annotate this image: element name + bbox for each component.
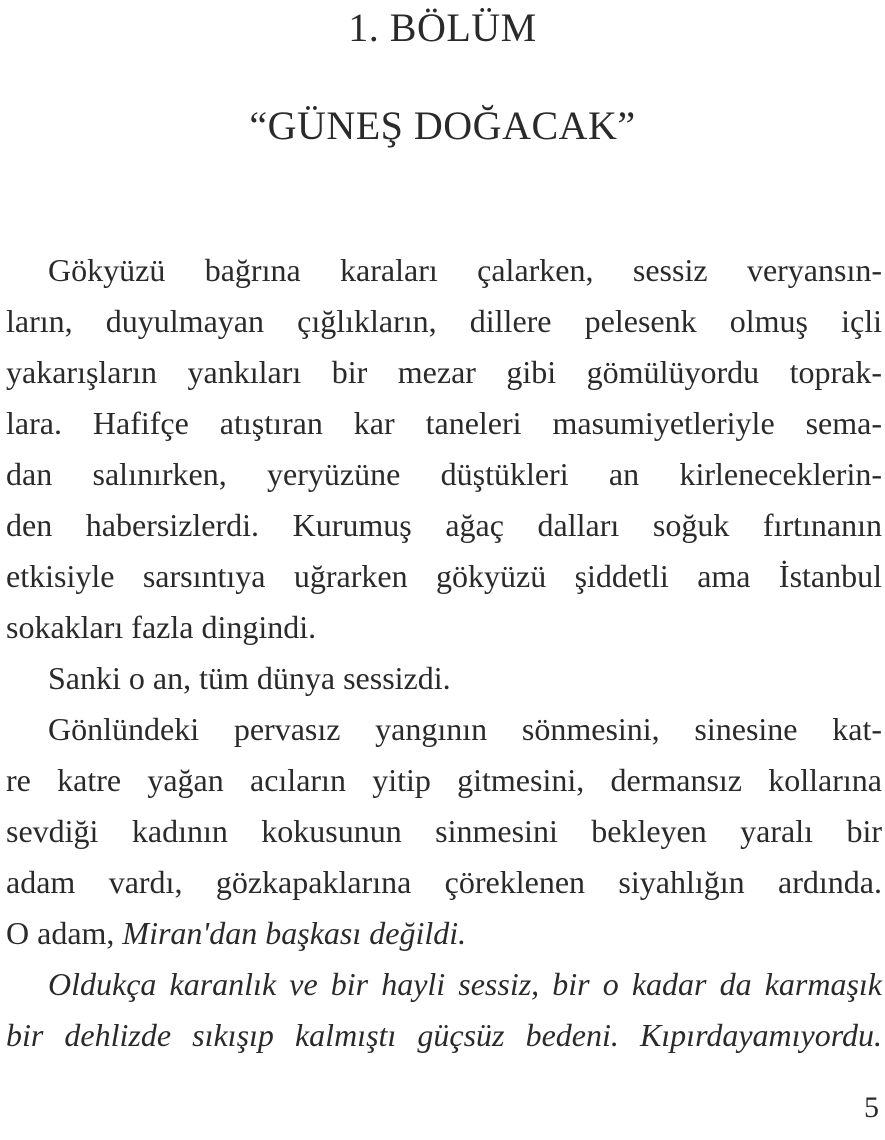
text-line: Oldukça karanlık ve bir hayli sessiz, bir o kadar da karmaşık bbox=[48, 966, 882, 1002]
text-line: Gönlündeki pervasız yangının sönmesini, sinesine kat- bbox=[48, 711, 882, 747]
text-line: dan salınırken, yeryüzüne düştükleri an kirleneceklerin- bbox=[6, 456, 882, 492]
text-line: den habersizlerdi. Kurumuş ağaç dalları soğuk fırtınanın bbox=[6, 507, 882, 543]
text-line: ların, duyulmayan çığlıkların, dillere pelesenk olmuş içli bbox=[6, 303, 882, 339]
text-line: adam vardı, gözkapaklarına çöreklenen siyahlığın ardında. bbox=[6, 864, 882, 900]
text-line: yakarışların yankıları bir mezar gibi gömülüyordu toprak- bbox=[6, 354, 882, 390]
text-line: etkisiyle sarsıntıya uğrarken gökyüzü şiddetli ama İstanbul bbox=[6, 558, 882, 594]
text-line: sokakları fazla dingindi. bbox=[6, 609, 317, 645]
text-line: bir dehlizde sıkışıp kalmıştı güçsüz bedeni. Kıpırdayamıyordu. bbox=[6, 1017, 882, 1053]
text-line: Sanki o an, tüm dünya sessizdi. bbox=[48, 660, 451, 696]
text-line: re katre yağan acıların yitip gitmesini, dermansız kollarına bbox=[6, 762, 882, 798]
closing-regular: O adam, bbox=[6, 915, 123, 951]
text-line: lara. Hafifçe atıştıran kar taneleri masumiyetleriyle sema- bbox=[6, 405, 882, 441]
text-line: Gökyüzü bağrına karaları çalarken, sessiz veryansın- bbox=[48, 252, 882, 288]
text-line bbox=[6, 908, 882, 958]
text-line: sevdiği kadının kokusunun sinmesini bekleyen yaralı bir bbox=[6, 813, 882, 849]
chapter-title: “GÜNEŞ DOĞACAK” bbox=[249, 103, 636, 148]
chapter-number: 1. BÖLÜM bbox=[348, 5, 537, 50]
page-number: 5 bbox=[864, 1091, 879, 1124]
closing-italic: Miran'dan başkası değildi. bbox=[122, 915, 467, 951]
